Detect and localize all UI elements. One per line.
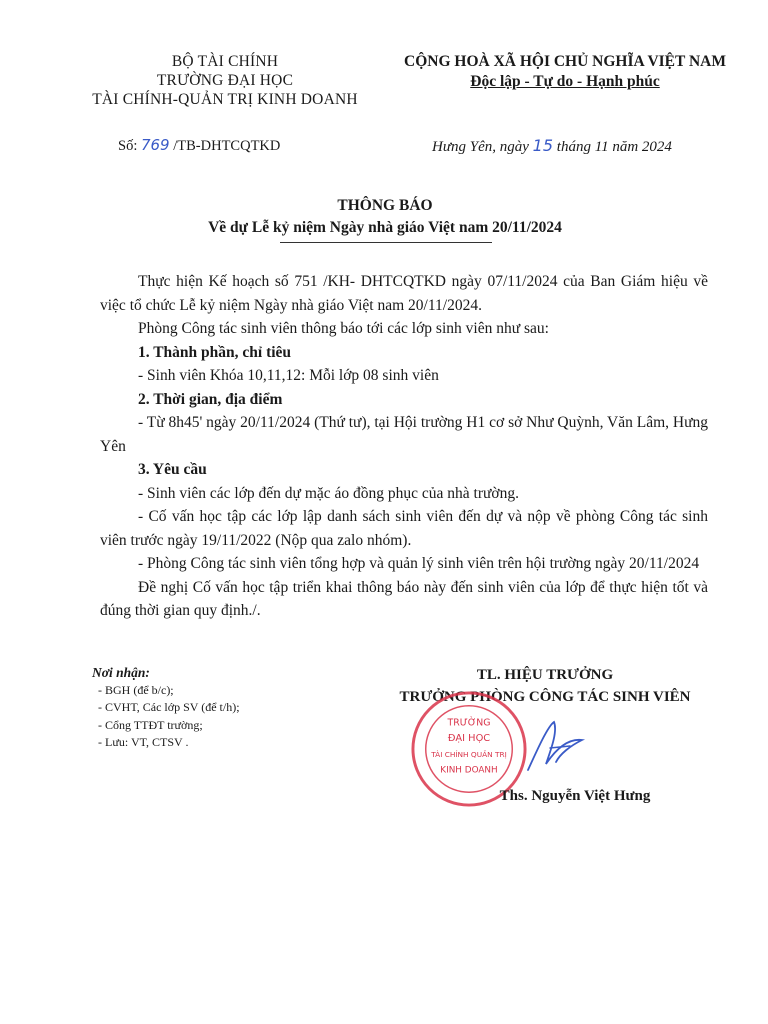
document-reference: [118, 136, 280, 155]
body-paragraph: Phòng Công tác sinh viên thông báo tới các lớp sinh viên như sau:: [138, 320, 549, 337]
org-line-university-name: TÀI CHÍNH-QUẢN TRỊ KINH DOANH: [92, 91, 358, 108]
seal-line: ĐẠI HỌC: [447, 733, 491, 745]
national-header: [380, 52, 750, 92]
date-rest: tháng 11 năm 2024: [556, 139, 672, 155]
body-paragraph: Thực hiện Kế hoạch số 751 /KH- DHTCQTKD ngày 07/11/2024 của Ban Giám hiệu về việc tổ chức Lễ kỷ niệm Ngày nhà giáo Việt nam 20/11/2024.: [100, 273, 708, 314]
org-line-ministry: BỘ TÀI CHÍNH: [171, 53, 279, 70]
body-paragraph: - Phòng Công tác sinh viên tổng hợp và quản lý sinh viên trên hội trường ngày 20/11/2024: [138, 555, 700, 572]
title-subject: Về dự Lễ kỷ niệm Ngày nhà giáo Việt nam 20/11/2024: [208, 219, 562, 236]
date-day-handwritten: 15: [532, 136, 554, 155]
recipient-item: - Lưu: VT, CTSV .: [98, 735, 189, 749]
document-date: [432, 136, 672, 156]
body-paragraph: - Từ 8h45' ngày 20/11/2024 (Thứ tư), tại Hội trường H1 cơ sở Như Quỳnh, Văn Lâm, Hưng Yên: [100, 414, 708, 455]
recipient-item: - Cổng TTĐT trường;: [98, 717, 203, 732]
title-type: THÔNG BÁO: [337, 197, 433, 214]
org-line-university: TRƯỜNG ĐẠI HỌC: [156, 72, 294, 89]
section-heading: 3. Yêu cầu: [138, 461, 207, 478]
recipients-block: [92, 664, 240, 752]
reference-number-handwritten: 769: [140, 136, 170, 154]
nation-motto: Độc lập - Tự do - Hạnh phúc: [470, 73, 660, 90]
signatory-position: TRƯỞNG PHÒNG CÔNG TÁC SINH VIÊN: [399, 689, 691, 705]
recipient-item: - CVHT, Các lớp SV (để t/h);: [98, 700, 240, 714]
recipient-item: - BGH (để b/c);: [98, 682, 174, 697]
recipients-label: Nơi nhận:: [92, 665, 150, 680]
body-paragraph: Đề nghị Cố vấn học tập triển khai thông báo này đến sinh viên của lớp để thực hiện tốt và đúng thời gian quy định./.: [100, 578, 708, 619]
section-heading: 2. Thời gian, địa điểm: [138, 390, 283, 408]
seal-line: TÀI CHÍNH QUẢN TRỊ: [431, 749, 507, 759]
body-paragraph: - Sinh viên Khóa 10,11,12: Mỗi lớp 08 sinh viên: [138, 367, 439, 384]
signatory-name: Ths. Nguyễn Việt Hưng: [499, 788, 651, 804]
section-heading: 1. Thành phần, chỉ tiêu: [138, 343, 292, 361]
seal-line: TRƯỜNG: [447, 717, 491, 729]
body-paragraph: - Sinh viên các lớp đến dự mặc áo đồng phục của nhà trường.: [138, 484, 519, 502]
reference-prefix: Số:: [118, 138, 138, 154]
handwritten-signature: [520, 718, 590, 778]
document-body: [100, 270, 708, 623]
nation-name: CỘNG HOÀ XÃ HỘI CHỦ NGHĨA VIỆT NAM: [404, 53, 726, 70]
date-place: Hưng Yên, ngày: [432, 139, 529, 155]
signatory-authority: TL. HIỆU TRƯỞNG: [476, 667, 614, 683]
title-divider: [280, 242, 492, 243]
body-paragraph: - Cố vấn học tập các lớp lập danh sách sinh viên đến dự và nộp về phòng Công tác sinh viên trước ngày 19/11/2022 (Nộp qua zalo nhóm).: [100, 508, 708, 549]
seal-line: KINH DOANH: [440, 765, 498, 776]
issuing-organization: [60, 52, 390, 109]
reference-suffix: /TB-DHTCQTKD: [173, 138, 281, 154]
document-title: [100, 195, 670, 239]
